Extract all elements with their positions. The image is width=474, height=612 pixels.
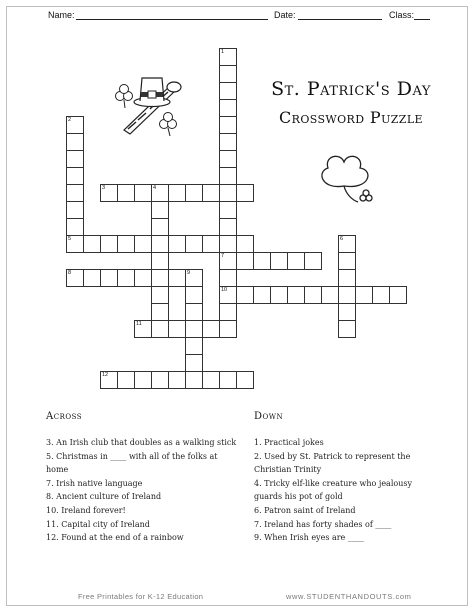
across-clue: 11. Capital city of Ireland (46, 519, 150, 529)
crossword-cell[interactable] (66, 269, 84, 287)
crossword-cell[interactable] (219, 252, 237, 270)
crossword-cell[interactable] (372, 286, 390, 304)
crossword-cell[interactable] (219, 116, 237, 134)
down-clue: 7. Ireland has forty shades of ____ (254, 519, 392, 529)
crossword-cell[interactable] (389, 286, 407, 304)
crossword-cell[interactable] (66, 167, 84, 185)
crossword-cell[interactable] (117, 184, 135, 202)
crossword-cell[interactable] (100, 235, 118, 253)
clue-number: 6 (340, 236, 344, 242)
across-clue: 7. Irish native language (46, 478, 143, 488)
clue-number: 10 (221, 287, 228, 293)
crossword-cell[interactable] (168, 371, 186, 389)
crossword-cell[interactable] (219, 82, 237, 100)
across-clue: 3. An Irish club that doubles as a walking stick (46, 438, 237, 447)
across-heading: Across (46, 411, 83, 422)
crossword-cell[interactable] (253, 286, 271, 304)
crossword-cell[interactable] (100, 184, 118, 202)
crossword-cell[interactable] (151, 201, 169, 219)
clue-number: 9 (187, 270, 191, 276)
crossword-cell[interactable] (202, 371, 220, 389)
footer-website[interactable]: www.STUDENTHANDOUTS.com (286, 592, 412, 601)
crossword-cell[interactable] (66, 184, 84, 202)
page-title: St. Patrick's Day (271, 78, 431, 100)
crossword-cell[interactable] (236, 371, 254, 389)
crossword-cell[interactable] (304, 252, 322, 270)
crossword-cell[interactable] (134, 371, 152, 389)
crossword-cell[interactable] (287, 252, 305, 270)
crossword-cell[interactable] (151, 269, 169, 287)
across-clue-list (46, 436, 242, 545)
crossword-cell[interactable] (219, 286, 237, 304)
crossword-cell[interactable] (185, 337, 203, 355)
clue-number: 12 (102, 372, 109, 378)
crossword-cell[interactable] (185, 184, 203, 202)
crossword-cell[interactable] (168, 184, 186, 202)
crossword-cell[interactable] (202, 184, 220, 202)
crossword-cell[interactable] (338, 252, 356, 270)
date-label: Date: (274, 10, 296, 20)
crossword-cell[interactable] (219, 184, 237, 202)
crossword-cell[interactable] (185, 286, 203, 304)
crossword-cell[interactable] (83, 235, 101, 253)
crossword-cell[interactable] (117, 235, 135, 253)
down-clue: 6. Patron saint of Ireland (254, 505, 356, 515)
crossword-cell[interactable] (134, 320, 152, 338)
crossword-cell[interactable] (66, 116, 84, 134)
crossword-cell[interactable] (236, 184, 254, 202)
crossword-cell[interactable] (66, 150, 84, 168)
crossword-cell[interactable] (338, 286, 356, 304)
crossword-cell[interactable] (236, 252, 254, 270)
crossword-cell[interactable] (236, 286, 254, 304)
crossword-cell[interactable] (185, 320, 203, 338)
crossword-cell[interactable] (117, 269, 135, 287)
crossword-cell[interactable] (66, 133, 84, 151)
crossword-cell[interactable] (168, 269, 186, 287)
crossword-cell[interactable] (151, 252, 169, 270)
clue-number: 8 (68, 270, 72, 276)
down-clue: 2. Used by St. Patrick to represent the Christian Trinity (254, 451, 411, 475)
crossword-cell[interactable] (253, 252, 271, 270)
crossword-cell[interactable] (287, 286, 305, 304)
crossword-cell[interactable] (151, 184, 169, 202)
clue-number: 11 (136, 321, 142, 327)
crossword-cell[interactable] (219, 320, 237, 338)
crossword-cell[interactable] (338, 235, 356, 253)
crossword-cell[interactable] (151, 371, 169, 389)
crossword-cell[interactable] (219, 48, 237, 66)
footer-tagline: Free Printables for K-12 Education (78, 592, 204, 601)
crossword-cell[interactable] (202, 320, 220, 338)
crossword-cell[interactable] (219, 218, 237, 236)
down-clue: 1. Practical jokes (254, 438, 324, 447)
crossword-cell[interactable] (134, 269, 152, 287)
across-clue: 10. Ireland forever! (46, 505, 126, 515)
crossword-cell[interactable] (168, 235, 186, 253)
crossword-cell[interactable] (83, 269, 101, 287)
crossword-cell[interactable] (219, 65, 237, 83)
crossword-cell[interactable] (66, 235, 84, 253)
crossword-cell[interactable] (270, 286, 288, 304)
crossword-cell[interactable] (219, 303, 237, 321)
crossword-cell[interactable] (168, 320, 186, 338)
crossword-cell[interactable] (151, 235, 169, 253)
crossword-cell[interactable] (66, 218, 84, 236)
crossword-cell[interactable] (219, 167, 237, 185)
down-heading: Down (254, 411, 284, 422)
crossword-cell[interactable] (355, 286, 373, 304)
down-clue: 4. Tricky elf-like creature who jealousy guards his pot of gold (254, 478, 412, 502)
crossword-cell[interactable] (270, 252, 288, 270)
crossword-cell[interactable] (219, 150, 237, 168)
crossword-cell[interactable] (219, 371, 237, 389)
crossword-cell[interactable] (219, 201, 237, 219)
crossword-cell[interactable] (304, 286, 322, 304)
clue-number: 5 (68, 236, 72, 242)
across-clue: 12. Found at the end of a rainbow (46, 533, 184, 543)
crossword-cell[interactable] (321, 286, 339, 304)
clue-number: 2 (68, 117, 72, 123)
clue-number: 7 (221, 253, 225, 259)
page-subtitle: Crossword Puzzle (279, 108, 423, 127)
down-clue-list (254, 436, 430, 545)
crossword-cell[interactable] (151, 218, 169, 236)
crossword-cell[interactable] (185, 269, 203, 287)
crossword-cell[interactable] (151, 286, 169, 304)
crossword-cell[interactable] (100, 371, 118, 389)
crossword-cell[interactable] (219, 133, 237, 151)
crossword-cell[interactable] (151, 303, 169, 321)
crossword-cell[interactable] (338, 320, 356, 338)
crossword-cell[interactable] (236, 235, 254, 253)
crossword-cell[interactable] (219, 99, 237, 117)
crossword-cell[interactable] (66, 201, 84, 219)
clue-number: 4 (153, 185, 157, 191)
crossword-cell[interactable] (219, 235, 237, 253)
crossword-cell[interactable] (338, 303, 356, 321)
class-label: Class: (389, 10, 415, 20)
crossword-cell[interactable] (185, 371, 203, 389)
crossword-cell[interactable] (134, 184, 152, 202)
crossword-cell[interactable] (100, 269, 118, 287)
crossword-cell[interactable] (185, 303, 203, 321)
crossword-cell[interactable] (185, 235, 203, 253)
clue-number: 1 (221, 49, 225, 55)
crossword-cell[interactable] (117, 371, 135, 389)
name-label: Name: (48, 10, 75, 20)
clue-number: 3 (102, 185, 106, 191)
crossword-cell[interactable] (338, 269, 356, 287)
crossword-cell[interactable] (185, 354, 203, 372)
across-clue: 5. Christmas in ____ with all of the folks at home (46, 451, 218, 475)
crossword-cell[interactable] (151, 320, 169, 338)
down-clue: 9. When Irish eyes are ____ (254, 533, 364, 543)
crossword-cell[interactable] (202, 235, 220, 253)
crossword-cell[interactable] (134, 235, 152, 253)
crossword-cell[interactable] (219, 269, 237, 287)
across-clue: 8. Ancient culture of Ireland (46, 492, 162, 502)
